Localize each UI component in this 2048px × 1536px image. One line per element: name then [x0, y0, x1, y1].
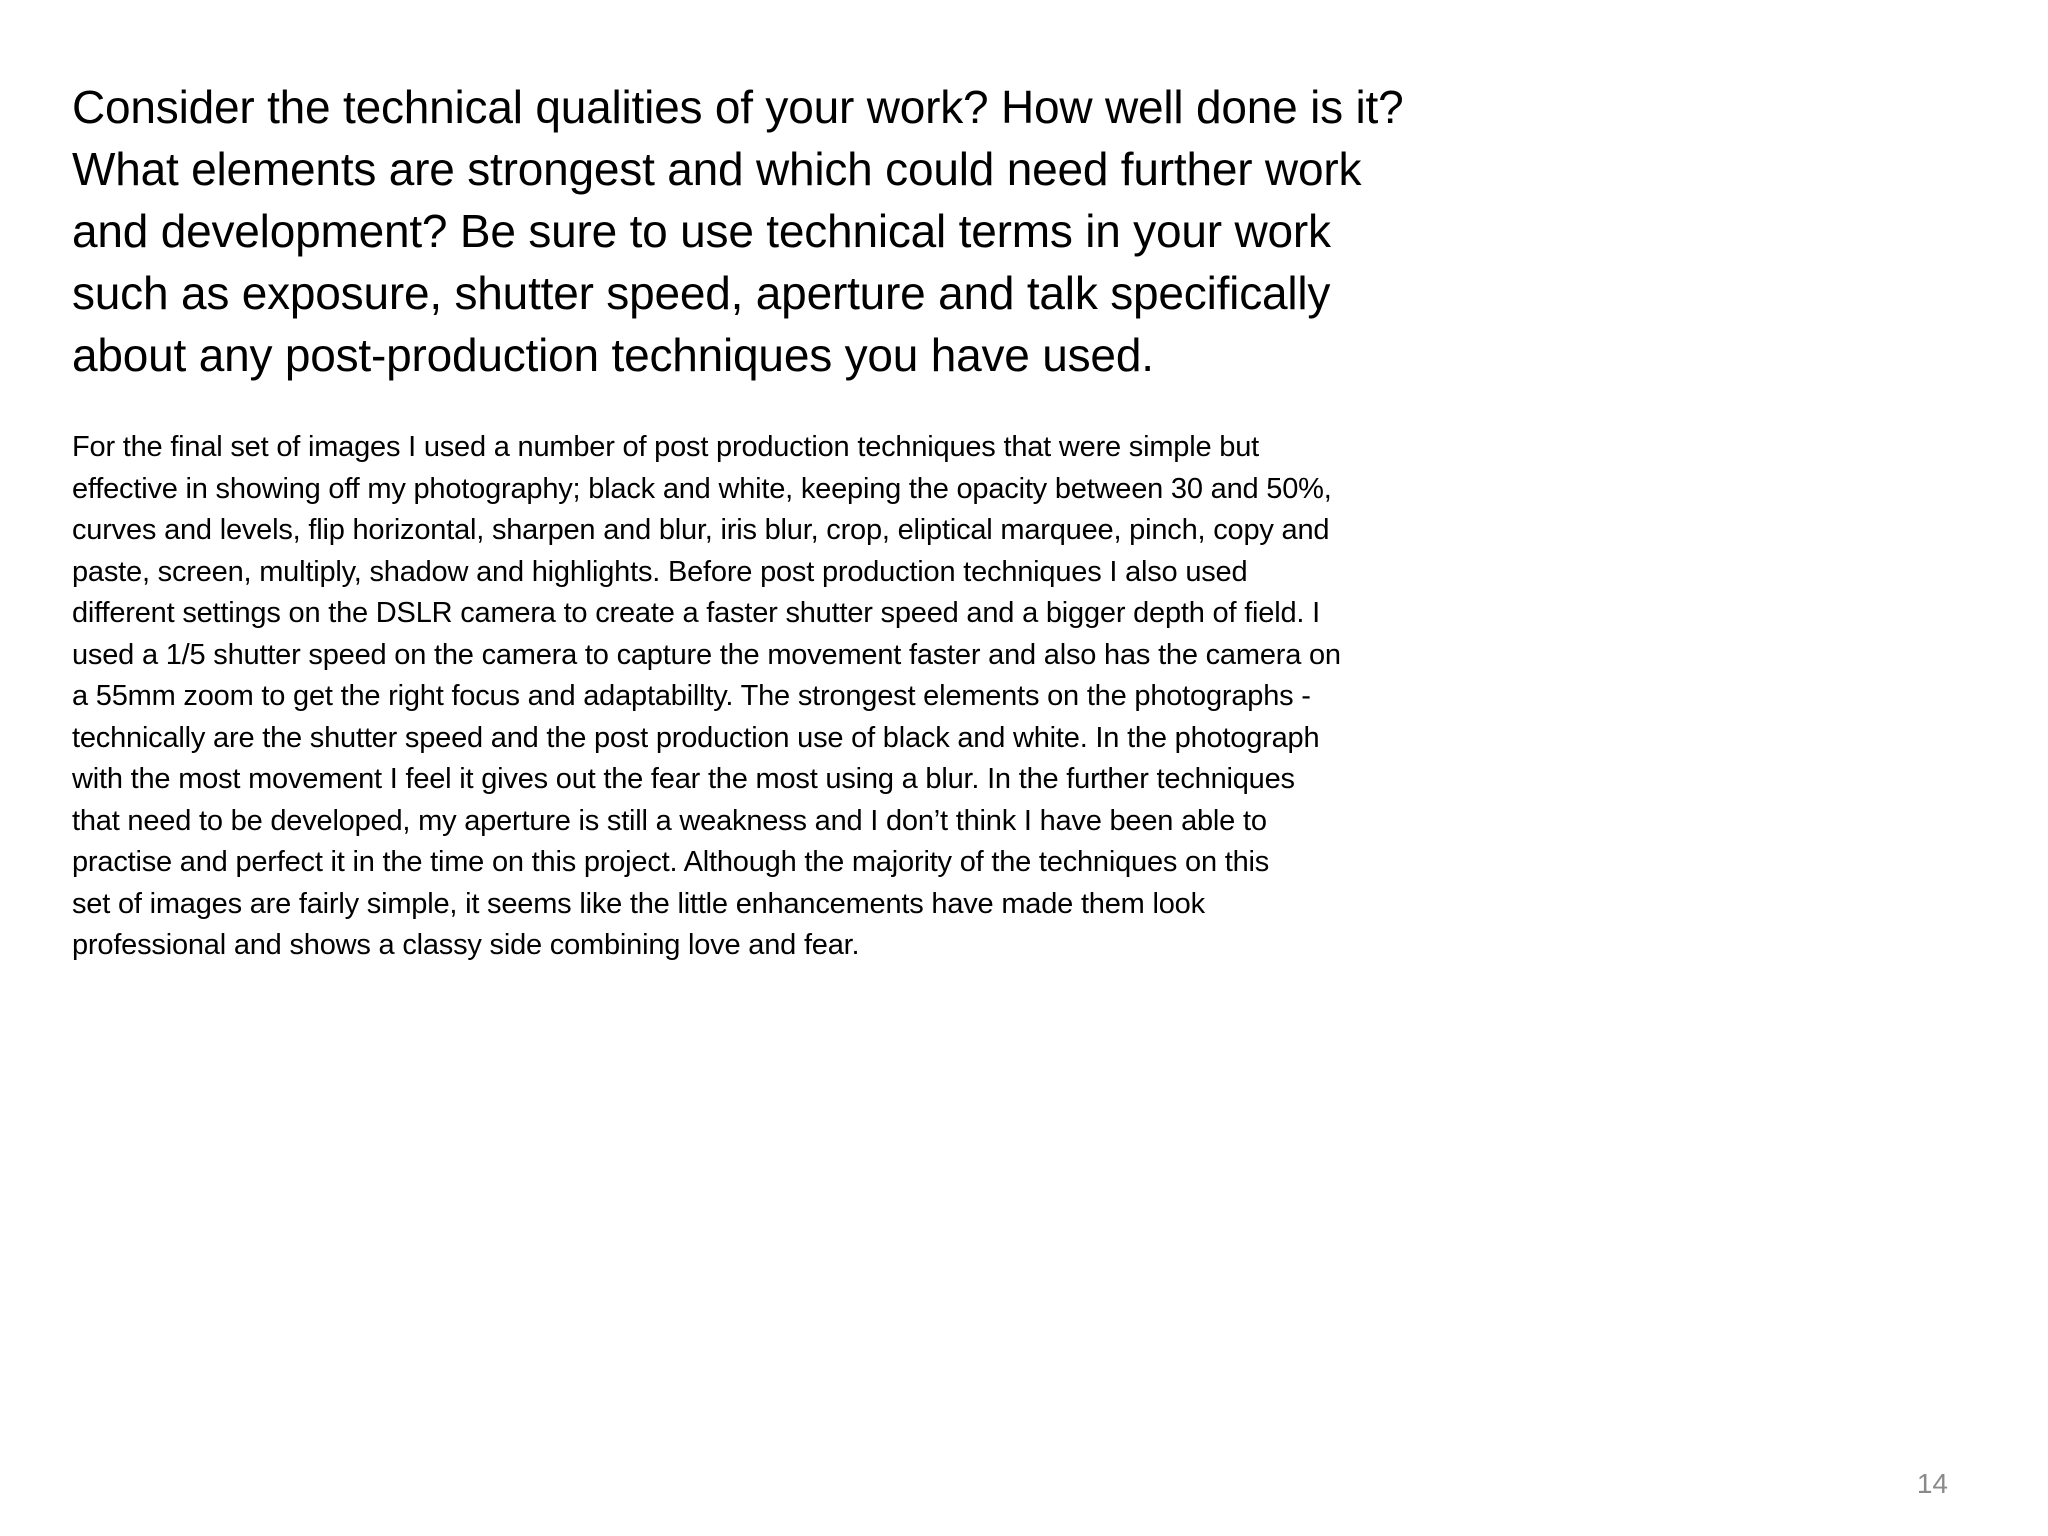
heading-line: and development? Be sure to use technical terms in your work [72, 205, 1331, 257]
body-line: technically are the shutter speed and the post production use of black and white. In the photograph [72, 721, 1320, 754]
slide-body-text [72, 427, 1492, 967]
heading-line: such as exposure, shutter speed, aperture and talk specifically [72, 267, 1331, 319]
body-line: professional and shows a classy side combining love and fear. [72, 929, 860, 961]
body-line: used a 1/5 shutter speed on the camera to capture the movement faster and also has the camera on [72, 638, 1341, 671]
body-line: paste, screen, multiply, shadow and highlights. Before post production techniques I also used [72, 555, 1248, 588]
slide-heading [72, 76, 1492, 386]
heading-line: What elements are strongest and which could need further work [72, 143, 1362, 195]
body-line: curves and levels, flip horizontal, sharpen and blur, iris blur, crop, eliptical marquee, pinch, copy and [72, 514, 1330, 546]
heading-line: about any post-production techniques you have used. [72, 329, 1154, 381]
heading-line: Consider the technical qualities of your work? How well done is it? [72, 81, 1404, 133]
body-line: a 55mm zoom to get the right focus and adaptabillty. The strongest elements on the photographs - [72, 680, 1311, 712]
body-line: For the final set of images I used a number of post production techniques that were simple but [72, 431, 1259, 463]
body-line: effective in showing off my photography; black and white, keeping the opacity between 30 and 50%, [72, 472, 1332, 505]
body-line: set of images are fairly simple, it seems like the little enhancements have made them look [72, 887, 1205, 920]
body-line: practise and perfect it in the time on this project. Although the majority of the techniques on this [72, 846, 1270, 878]
body-line: with the most movement I feel it gives out the fear the most using a blur. In the further techniques [72, 763, 1295, 795]
body-line: different settings on the DSLR camera to create a faster shutter speed and a bigger depth of field. I [72, 597, 1320, 629]
body-line: that need to be developed, my aperture is still a weakness and I don’t think I have been able to [72, 804, 1267, 837]
page-number: 14 [1916, 1468, 1948, 1499]
